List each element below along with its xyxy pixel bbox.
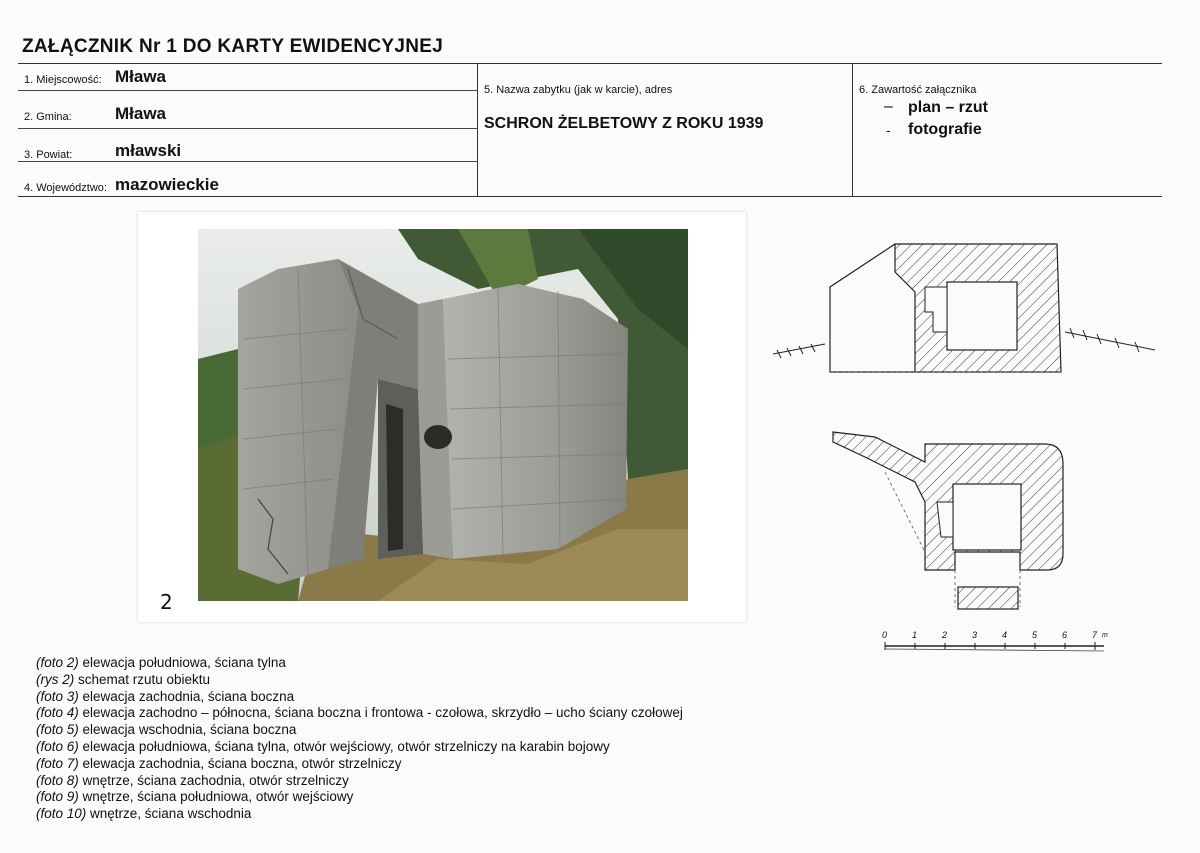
caption-line <box>36 722 683 739</box>
row-divider <box>18 128 478 129</box>
field-value-miejscowosc: Mława <box>115 67 167 86</box>
caption-text: wnętrze, ściana zachodnia, otwór strzelniczy <box>78 772 349 788</box>
caption-line <box>36 739 683 756</box>
plan-upper <box>773 244 1155 372</box>
field-label-powiat: 3. Powiat: <box>24 149 73 161</box>
caption-line <box>36 789 683 806</box>
caption-line <box>36 756 683 773</box>
header-table <box>18 63 1162 197</box>
scale-label-2: 2 <box>942 630 948 640</box>
caption-ref: (foto 3) <box>36 688 79 704</box>
caption-ref: (foto 8) <box>36 772 79 788</box>
scale-label-3: 3 <box>972 630 978 640</box>
contents-label: 6. Zawartość załącznika <box>859 84 977 96</box>
field-label-gmina: 2. Gmina: <box>24 111 72 123</box>
plan-lower <box>833 432 1063 609</box>
caption-text: elewacja południowa, ściana tylna, otwór wejściowy, otwór strzelniczy na karabin bojowy <box>78 738 610 754</box>
caption-line <box>36 672 683 689</box>
caption-ref: (foto 2) <box>36 655 79 670</box>
field-value-gmina: Mława <box>115 104 167 123</box>
column-divider <box>477 64 478 196</box>
caption-text: elewacja zachodnia, ściana boczna, otwór strzelniczy <box>78 755 402 771</box>
caption-text: wnętrze, ściana wschodnia <box>86 806 252 822</box>
scale-label-7: 7 <box>1092 630 1098 640</box>
caption-ref: (foto 9) <box>36 789 79 805</box>
monument-name: SCHRON ŻELBETOWY Z ROKU 1939 <box>484 115 764 132</box>
caption-text: elewacja zachodno – północna, ściana boczna i frontowa - czołowa, skrzydło – ucho ściany czołowej <box>78 705 683 721</box>
caption-text: elewacja wschodnia, ściana boczna <box>78 722 297 738</box>
scale-label-0: 0 <box>882 630 888 640</box>
field-label-miejscowosc: 1. Miejscowość: <box>24 74 102 86</box>
monument-label: 5. Nazwa zabytku (jak w karcie), adres <box>484 84 673 96</box>
scale-label-4: 4 <box>1002 630 1008 640</box>
caption-text: elewacja południowa, ściana tylna <box>78 655 286 670</box>
caption-list <box>36 655 683 823</box>
row-divider <box>18 90 478 91</box>
scale-label-6: 6 <box>1062 630 1068 640</box>
caption-line <box>36 705 683 722</box>
photo-number: 2 <box>160 590 173 614</box>
contents-item-plan: plan – rzut <box>908 99 989 116</box>
dash-icon: - <box>886 122 891 138</box>
column-divider <box>852 64 853 196</box>
caption-ref: (foto 7) <box>36 755 79 771</box>
contents-item-photos: fotografie <box>908 121 982 138</box>
floor-plan-drawing <box>765 232 1165 657</box>
caption-line <box>36 689 683 706</box>
caption-text: wnętrze, ściana południowa, otwór wejściowy <box>78 789 354 805</box>
field-label-wojewodztwo: 4. Województwo: <box>24 182 107 194</box>
caption-ref: (rys 2) <box>36 671 75 687</box>
photo-card <box>138 212 746 622</box>
caption-ref: (foto 10) <box>36 806 87 822</box>
row-divider <box>18 161 478 162</box>
scale-label-1: 1 <box>912 630 918 640</box>
caption-ref: (foto 6) <box>36 738 79 754</box>
bunker-photo <box>198 229 688 601</box>
caption-text: schemat rzutu obiektu <box>74 671 211 687</box>
caption-text: elewacja zachodnia, ściana boczna <box>78 688 295 704</box>
field-value-wojewodztwo: mazowieckie <box>115 175 219 194</box>
caption-line <box>36 773 683 790</box>
scale-label-5: 5 <box>1032 630 1038 640</box>
scale-label-unit: m <box>1102 632 1108 639</box>
caption-ref: (foto 4) <box>36 705 79 721</box>
caption-ref: (foto 5) <box>36 722 79 738</box>
field-value-powiat: mławski <box>115 141 182 160</box>
caption-line <box>36 655 683 672</box>
caption-line <box>36 806 683 823</box>
dash-icon: – <box>884 98 893 115</box>
scale-bar <box>882 632 1122 654</box>
page-title: ZAŁĄCZNIK Nr 1 DO KARTY EWIDENCYJNEJ <box>22 36 444 57</box>
